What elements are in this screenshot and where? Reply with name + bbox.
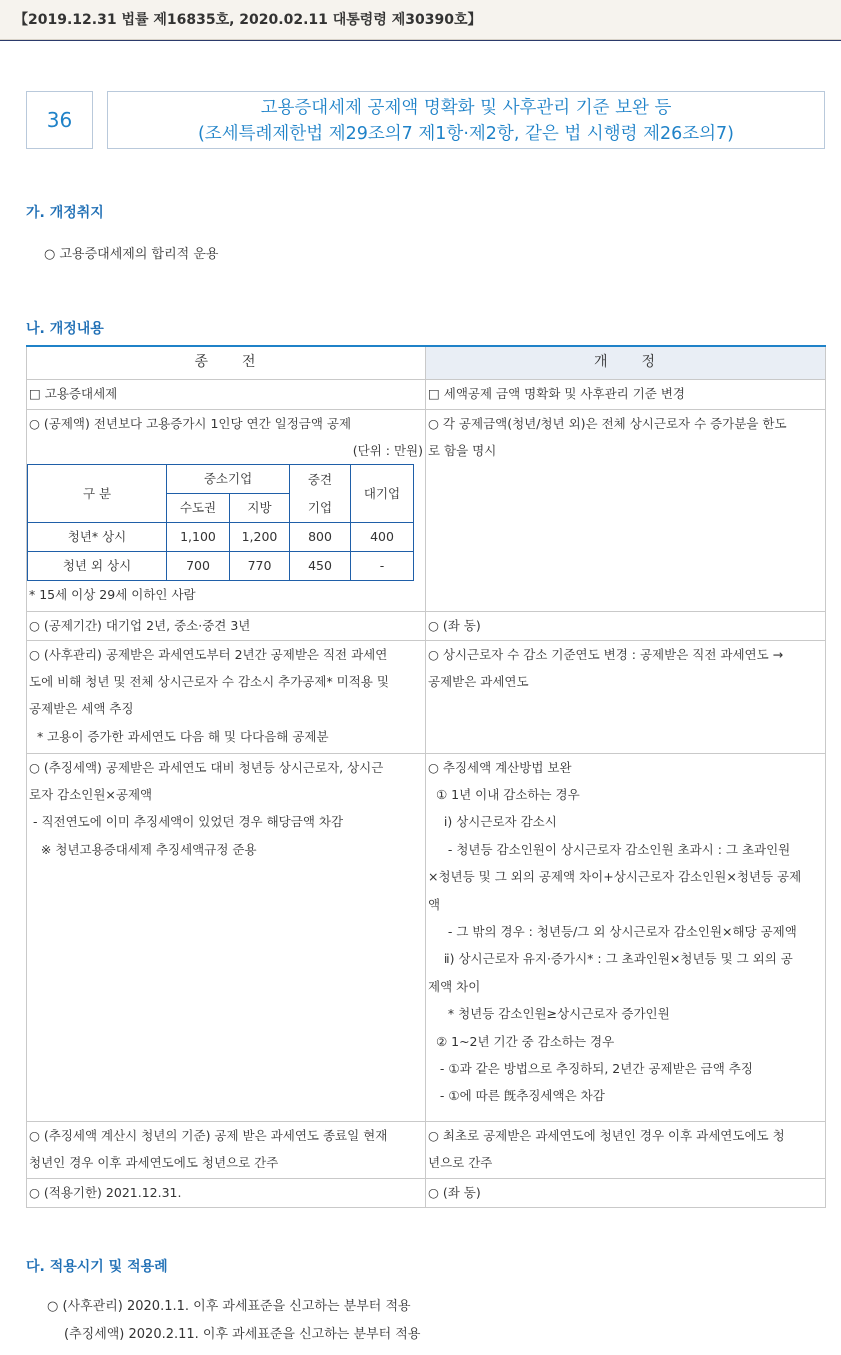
cell-text: 도에 비해 청년 및 전체 상시근로자 수 감소시 추가공제* 미적용 및 bbox=[29, 673, 389, 689]
cell-text: □ 고용증대세제 bbox=[29, 385, 118, 401]
inner-cell: 450 bbox=[290, 552, 351, 581]
item-title-line1: 고용증대세제 공제액 명확화 및 사후관리 기준 보완 등 bbox=[260, 98, 672, 118]
cell-text: ×청년등 및 그 외의 공제액 차이+상시근로자 감소인원×청년등 공제 bbox=[428, 869, 802, 885]
section-c-line2: (추징세액) 2020.2.11. 이후 과세표준을 신고하는 분부터 적용 bbox=[64, 1327, 421, 1342]
item-title-line2: (조세특례제한법 제29조의7 제1항·제2항, 같은 법 시행령 제26조의7) bbox=[197, 124, 735, 144]
item-title bbox=[107, 91, 825, 149]
cell-text: ○ (좌 동) bbox=[428, 1184, 481, 1200]
cell-text: * 청년등 감소인원≥상시근로자 증가인원 bbox=[428, 1006, 670, 1022]
cell-text: ⅱ) 상시근로자 유지·증가시* : 그 초과인원×청년등 및 그 외의 공 bbox=[428, 951, 793, 967]
cell-text: ○ 추징세액 계산방법 보완 bbox=[428, 759, 572, 775]
inner-cell: 770 bbox=[230, 552, 290, 581]
cell-text: 로자 감소인원×공제액 bbox=[29, 786, 153, 802]
inner-cell: 1,200 bbox=[230, 523, 290, 552]
cell-text: ○ (좌 동) bbox=[428, 617, 481, 633]
col-before-header: 종 전 bbox=[27, 346, 426, 379]
inner-header-line: 기업 bbox=[307, 499, 333, 515]
inner-cell: - bbox=[351, 552, 414, 581]
inner-header bbox=[290, 465, 351, 523]
footnote: * 15세 이상 29세 이하인 사람 bbox=[29, 587, 196, 603]
cell-text: - 청년등 감소인원이 상시근로자 감소인원 초과시 : 그 초과인원 bbox=[428, 841, 791, 857]
cell-text: 제액 차이 bbox=[428, 978, 481, 994]
inner-cell: 700 bbox=[167, 552, 230, 581]
cell-text: ○ 최초로 공제받은 과세연도에 청년인 경우 이후 과세연도에도 청 bbox=[428, 1127, 785, 1143]
citation-text: 【2019.12.31 법률 제16835호, 2020.02.11 대통령령 제30390호】 bbox=[14, 12, 482, 28]
table-row bbox=[27, 611, 826, 640]
table-row bbox=[27, 379, 826, 409]
divider bbox=[0, 40, 841, 41]
table-row bbox=[27, 640, 826, 753]
cell-text: ○ 각 공제금액(청년/청년 외)은 전체 상시근로자 수 증가분을 한도 bbox=[428, 415, 787, 431]
cell-text: ○ (사후관리) 공제받은 과세연도부터 2년간 공제받은 직전 과세연 bbox=[29, 646, 388, 662]
cell-text: ○ (추징세액) 공제받은 과세연도 대비 청년등 상시근로자, 상시근 bbox=[29, 759, 384, 775]
cell-text: 청년인 경우 이후 과세연도에도 청년으로 간주 bbox=[29, 1154, 279, 1170]
cell-text: 로 함을 명시 bbox=[428, 442, 497, 458]
cell-text: ① 1년 이내 감소하는 경우 bbox=[428, 786, 580, 802]
deduction-table bbox=[27, 464, 414, 581]
section-a-text: ○ 고용증대세제의 합리적 운용 bbox=[44, 247, 219, 262]
inner-cell: 청년* 상시 bbox=[28, 523, 167, 552]
col-after-header: 개 정 bbox=[426, 346, 826, 379]
cell-text: 공제받은 과세연도 bbox=[428, 673, 529, 689]
cell-text: ○ (공제액) 전년보다 고용증가시 1인당 연간 일정금액 공제 bbox=[29, 415, 352, 431]
unit-label: (단위 : 만원) bbox=[352, 442, 423, 458]
cell-text: ○ (적용기한) 2021.12.31. bbox=[29, 1184, 182, 1200]
section-c-heading: 다. 적용시기 및 적용례 bbox=[26, 1259, 168, 1275]
cell-text: ※ 청년고용증대세제 추징세액규정 준용 bbox=[29, 841, 257, 857]
citation-bar bbox=[0, 0, 841, 40]
cell-text: ○ (추징세액 계산시 청년의 기준) 공제 받은 과세연도 종료일 현재 bbox=[29, 1127, 388, 1143]
inner-row bbox=[28, 552, 414, 581]
inner-header-line: 중견 bbox=[307, 471, 333, 487]
cell-text: ② 1~2년 기간 중 감소하는 경우 bbox=[428, 1033, 615, 1049]
cell-text: - ①과 같은 방법으로 추징하되, 2년간 공제받은 금액 추징 bbox=[428, 1060, 753, 1076]
cell-text: 액 bbox=[428, 896, 441, 912]
section-c-line1: ○ (사후관리) 2020.1.1. 이후 과세표준을 신고하는 분부터 적용 bbox=[47, 1299, 411, 1314]
cell-text: ⅰ) 상시근로자 감소시 bbox=[428, 814, 557, 830]
cell-text: □ 세액공제 금액 명확화 및 사후관리 기준 변경 bbox=[428, 385, 685, 401]
inner-cell: 400 bbox=[351, 523, 414, 552]
cell-text: ○ 상시근로자 수 감소 기준연도 변경 : 공제받은 직전 과세연도 → bbox=[428, 646, 784, 662]
cell-text: ○ (공제기간) 대기업 2년, 중소·중견 3년 bbox=[29, 617, 251, 633]
inner-header: 수도권 bbox=[167, 494, 230, 523]
table-row bbox=[27, 1121, 826, 1178]
table-row bbox=[27, 753, 826, 1121]
inner-header: 지방 bbox=[230, 494, 290, 523]
cell-text: 공제받은 세액 추징 bbox=[29, 701, 134, 717]
inner-header: 구 분 bbox=[28, 465, 167, 523]
inner-cell: 800 bbox=[290, 523, 351, 552]
inner-row bbox=[28, 523, 414, 552]
section-b-heading: 나. 개정내용 bbox=[26, 321, 104, 337]
comparison-table bbox=[26, 345, 826, 1208]
cell-text: - ①에 따른 旣추징세액은 차감 bbox=[428, 1088, 605, 1104]
item-number: 36 bbox=[26, 91, 93, 149]
table-row bbox=[27, 1178, 826, 1207]
inner-cell: 청년 외 상시 bbox=[28, 552, 167, 581]
inner-cell: 1,100 bbox=[167, 523, 230, 552]
cell-text: - 직전연도에 이미 추징세액이 있었던 경우 해당금액 차감 bbox=[29, 814, 344, 830]
table-row bbox=[27, 409, 826, 611]
section-a-heading: 가. 개정취지 bbox=[26, 205, 104, 221]
inner-header: 대기업 bbox=[351, 465, 414, 523]
cell-text: * 고용이 증가한 과세연도 다음 해 및 다다음해 공제분 bbox=[29, 728, 329, 744]
inner-header: 중소기업 bbox=[167, 465, 290, 494]
cell-text: 년으로 간주 bbox=[428, 1154, 493, 1170]
cell-text: - 그 밖의 경우 : 청년등/그 외 상시근로자 감소인원×해당 공제액 bbox=[428, 923, 797, 939]
